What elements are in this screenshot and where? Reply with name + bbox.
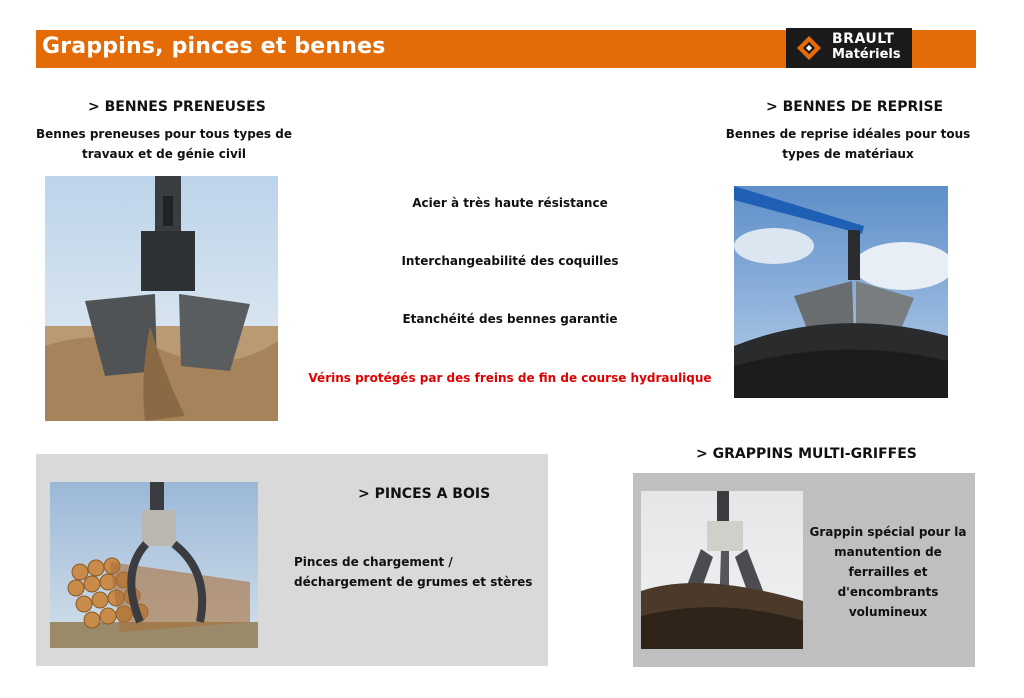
desc-line: d'encombrants <box>837 585 939 599</box>
heading-pinces-bois: > PINCES A BOIS <box>358 486 491 502</box>
feature-item: Interchangeabilité des coquilles <box>401 254 619 268</box>
desc-pinces-bois <box>294 552 534 592</box>
photo-benne-reprise <box>734 186 948 398</box>
feature-item: Acier à très haute résistance <box>412 196 608 210</box>
desc-grappins-multi <box>808 522 968 622</box>
heading-bennes-reprise: > BENNES DE REPRISE <box>766 99 944 115</box>
feature-item-highlight: Vérins protégés par des freins de fin de course hydraulique <box>308 371 712 385</box>
brand-logo <box>786 28 912 68</box>
desc-line: volumineux <box>848 605 928 619</box>
logo-text-brand: BRAULT <box>832 31 895 47</box>
heading-bennes-preneuses: > BENNES PRENEUSES <box>88 99 266 115</box>
desc-line: travaux et de génie civil <box>81 147 247 161</box>
photo-pince-bois <box>50 482 258 648</box>
desc-line: Pinces de chargement / <box>294 555 453 569</box>
desc-line: Grappin spécial pour la <box>809 525 967 539</box>
desc-line: types de matériaux <box>782 147 914 161</box>
photo-grappin-multi <box>641 491 803 649</box>
logo-text-sub: Matériels <box>832 47 901 62</box>
desc-line: manutention de <box>834 545 942 559</box>
page-title: Grappins, pinces et bennes <box>42 34 386 59</box>
heading-grappins-multi: > GRAPPINS MULTI-GRIFFES <box>696 446 917 462</box>
desc-line: Bennes de reprise idéales pour tous <box>725 127 971 141</box>
photo-benne-preneuse <box>45 176 278 421</box>
desc-bennes-preneuses <box>28 124 300 164</box>
desc-line: ferrailles et <box>848 565 928 579</box>
diamond-logo-icon <box>796 35 822 61</box>
desc-line: Bennes preneuses pour tous types de <box>36 127 292 141</box>
feature-item: Etanchéité des bennes garantie <box>402 312 618 326</box>
desc-bennes-reprise <box>716 124 980 164</box>
desc-line: déchargement de grumes et stères <box>294 575 533 589</box>
